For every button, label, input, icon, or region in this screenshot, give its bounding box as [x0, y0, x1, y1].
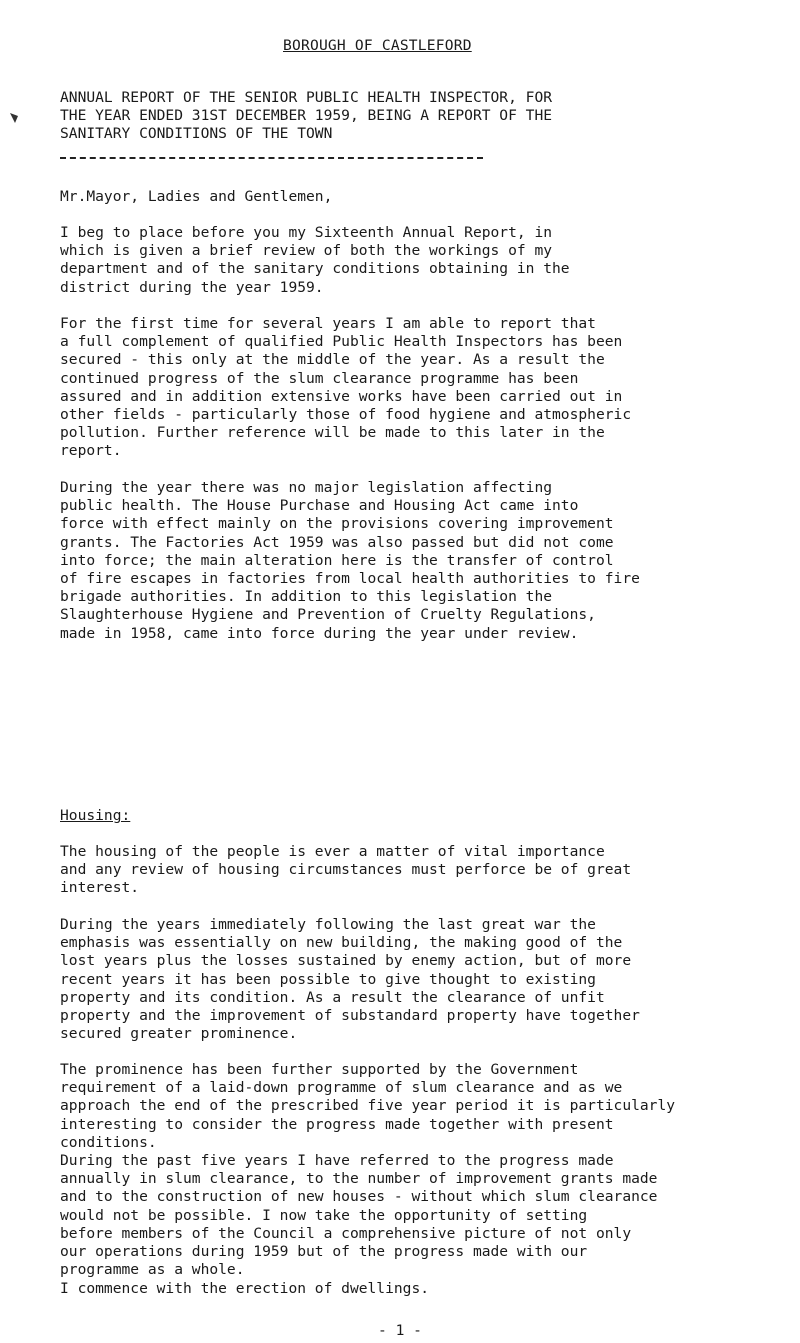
paragraph-intro: I beg to place before you my Sixteenth Annual Report, in which is given a brief review of both the workings of my department and of the sanitary conditions obtaining in the district during the year 1959.: [60, 224, 570, 296]
paragraph-commence: I commence with the erection of dwellings.: [60, 1280, 430, 1297]
margin-mark-icon: [9, 112, 19, 124]
salutation: Mr.Mayor, Ladies and Gentlemen,: [60, 188, 333, 205]
title-divider: [60, 157, 483, 159]
page-number: - 1 -: [378, 1322, 422, 1339]
paragraph-housing-importance: The housing of the people is ever a matter of vital importance and any review of housing circumstances must perforce be of great interest.: [60, 843, 632, 897]
report-title: ANNUAL REPORT OF THE SENIOR PUBLIC HEALTH INSPECTOR, FOR THE YEAR ENDED 31ST DECEMBER 1959, BEING A REPORT OF THE SANITARY CONDITIONS OF THE TOWN: [60, 89, 553, 143]
paragraph-inspectors: For the first time for several years I am able to report that a full complement of qualified Public Health Inspectors has been secured - this only at the middle of the year. As a result the continued progress of the slum clearance programme has been assured and in addition extensive works have been carried out in other fields - particularly those of food hygiene and atmospheric pollution. Further reference will be made to this later in the report.: [60, 315, 632, 460]
paragraph-progress: During the past five years I have referred to the progress made annually in slum clearance, to the number of improvement grants made and to the construction of new houses - without which slum clearance would not be possible. I now take the opportunity of setting before members of the Council a comprehensive picture of not only our operations during 1959 but of the progress made with our programme as a whole.: [60, 1152, 658, 1279]
document-header: BOROUGH OF CASTLEFORD: [283, 37, 472, 54]
paragraph-postwar: During the years immediately following the last great war the emphasis was essentially on new building, the making good of the lost years plus the losses sustained by enemy action, but of more recent years it has been possible to give thought to existing property and its condition. As a result the clearance of unfit property and the improvement of substandard property have together secured greater prominence.: [60, 916, 640, 1043]
paragraph-legislation: During the year there was no major legislation affecting public health. The House Purchase and Housing Act came into force with effect mainly on the provisions covering improvement grants. The Factories Act 1959 was also passed but did not come into force; the main alteration here is the transfer of control of fire escapes in factories from local health authorities to fire brigade authorities. In addition to this legislation the Slaughterhouse Hygiene and Prevention of Cruelty Regulations, made in 1958, came into force during the year under review.: [60, 479, 640, 642]
section-heading-housing: Housing:: [60, 807, 131, 824]
paragraph-programme: The prominence has been further supported by the Government requirement of a laid-down programme of slum clearance and as we approach the end of the prescribed five year period it is particularly interesting to consider the progress made together with present conditions.: [60, 1061, 676, 1151]
